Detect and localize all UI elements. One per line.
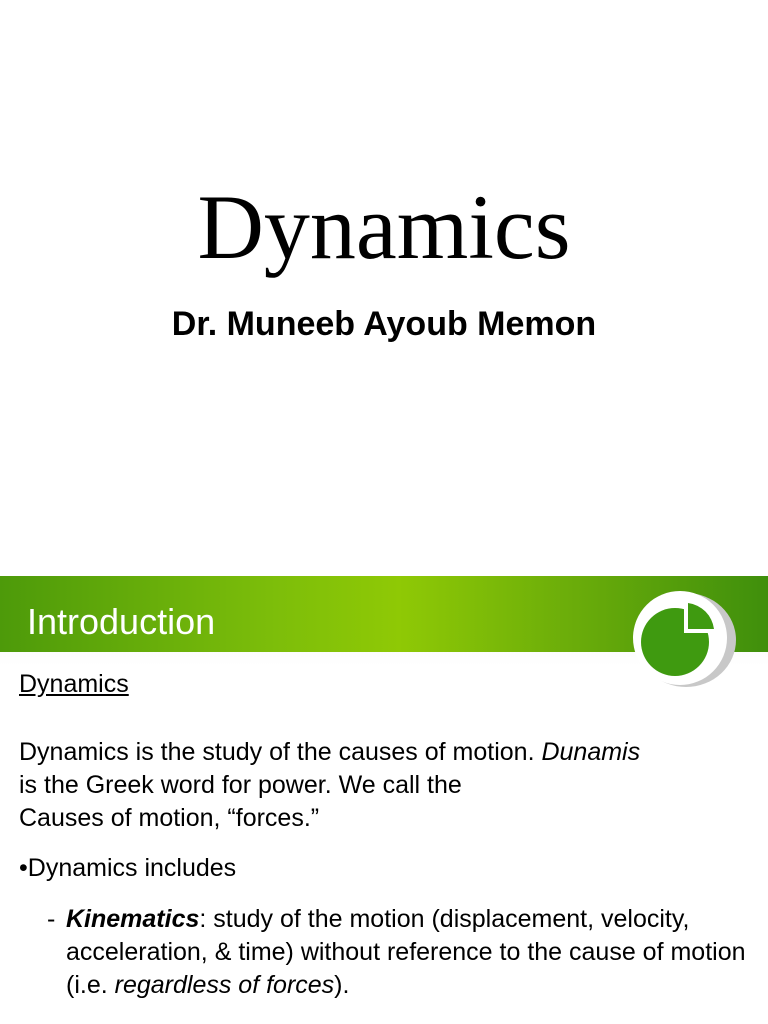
kinematics-colon: : [199, 905, 207, 933]
introduction-slide [0, 576, 768, 1024]
banner-title: Introduction [27, 601, 216, 642]
kinematics-italic-phrase: regardless of forces [114, 971, 335, 999]
kinematics-end: ). [334, 971, 350, 999]
para-text-3: Causes of motion, “forces.” [19, 804, 320, 832]
author-name: Dr. Muneeb Ayoub Memon [171, 305, 597, 343]
kinematics-definition: study of the motion (displacement, velocity, acceleration, & time) without reference to the cause of motion (i.e. [66, 905, 746, 999]
kinematics-term: Kinematics [66, 905, 200, 933]
sub-item-dash: - [47, 905, 56, 933]
bullet-item [19, 852, 236, 885]
intro-paragraph [19, 736, 749, 835]
slide-title: Dynamics [197, 176, 571, 278]
bullet-marker: • [19, 854, 28, 882]
bullet-text: Dynamics includes [27, 854, 237, 882]
para-text-2: is the Greek word for power. We call the [19, 771, 462, 799]
slide-content [19, 668, 749, 999]
para-text-1: Dynamics is the study of the causes of motion. [19, 738, 542, 766]
section-heading: Dynamics [19, 670, 129, 698]
sub-item-text [66, 903, 746, 1002]
para-italic-dunamis: Dunamis [541, 738, 641, 766]
